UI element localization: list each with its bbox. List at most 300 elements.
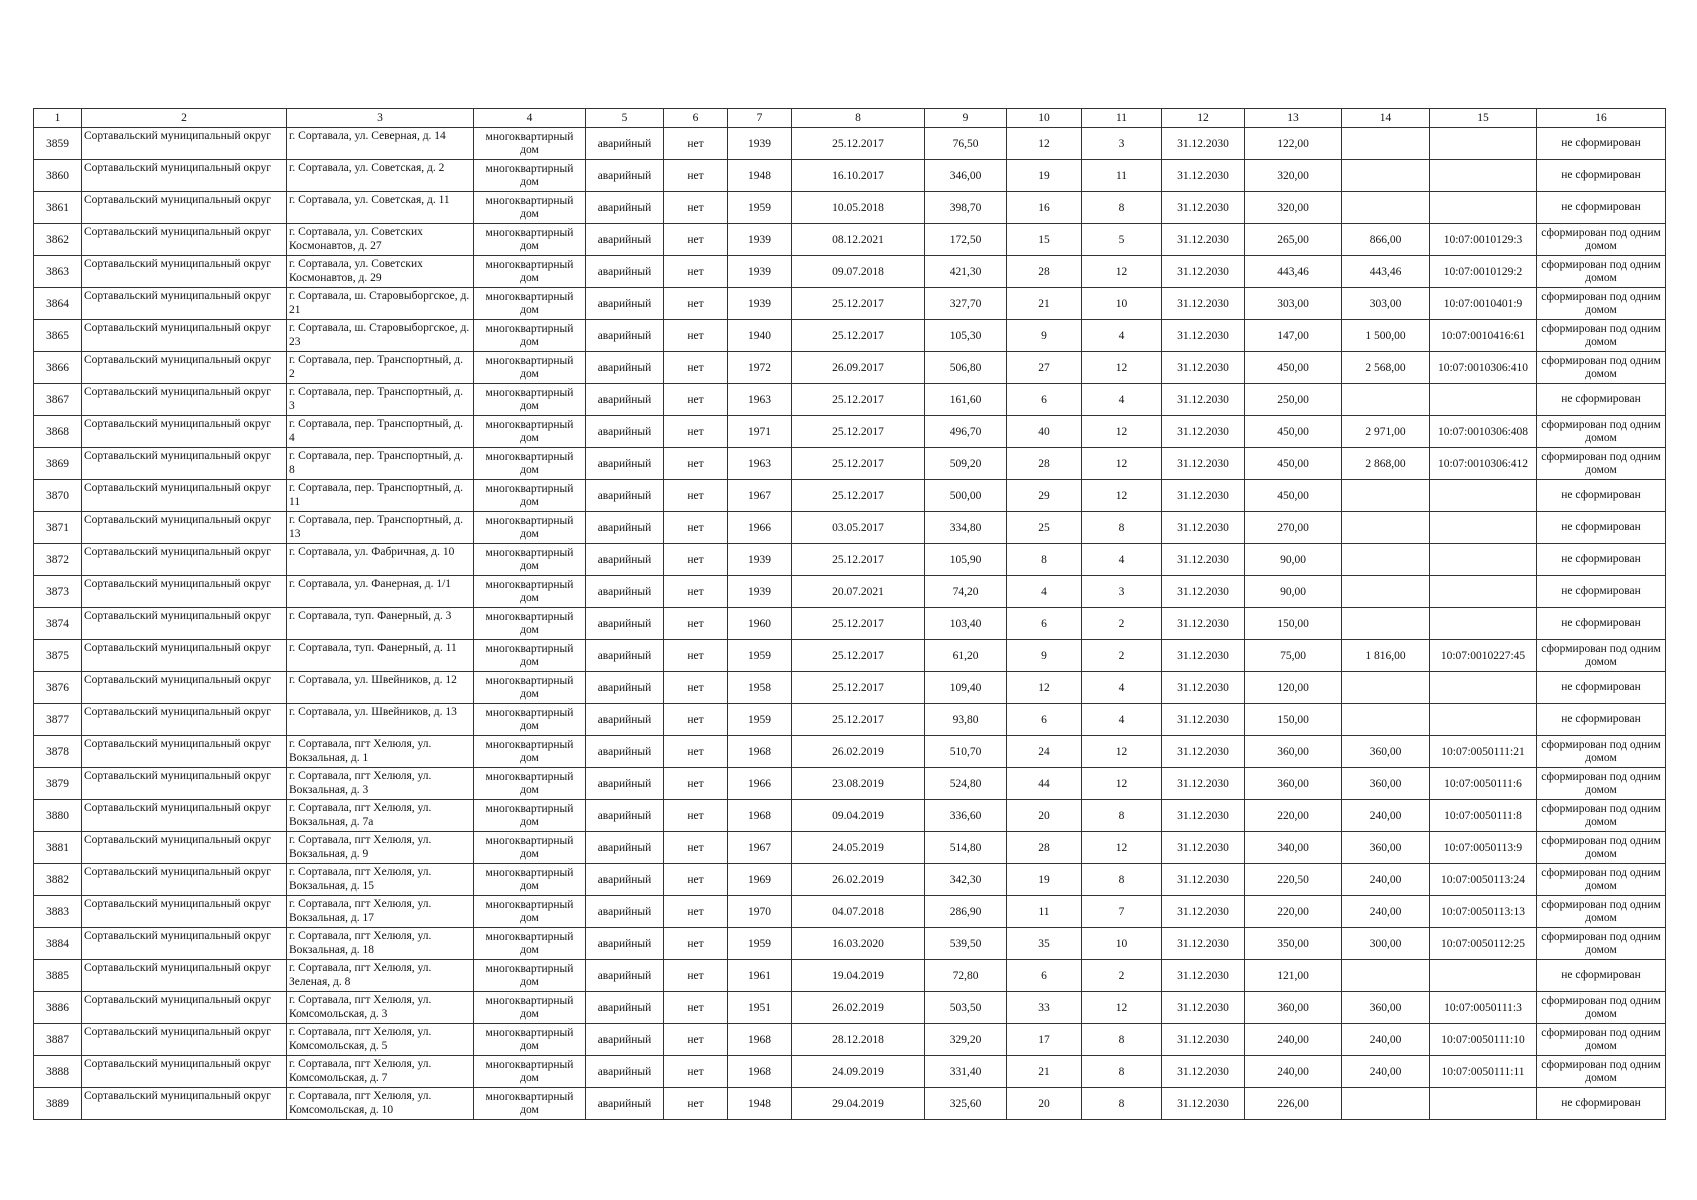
cell-area: 329,20 xyxy=(925,1024,1007,1056)
cell-date-recognized: 26.02.2019 xyxy=(792,992,925,1024)
cell-planned-area: 75,00 xyxy=(1245,640,1342,672)
cell-cadastral-number: 10:07:0050112:25 xyxy=(1430,928,1537,960)
cell-residents: 6 xyxy=(1007,384,1082,416)
cell-building-type: многоквартирный дом xyxy=(474,224,586,256)
cell-apartments: 8 xyxy=(1082,512,1162,544)
cell-flag: нет xyxy=(664,448,728,480)
cell-planned-area: 220,00 xyxy=(1245,800,1342,832)
cell-land-status: не сформирован xyxy=(1537,480,1666,512)
cell-planned-area: 360,00 xyxy=(1245,768,1342,800)
cell-condition: аварийный xyxy=(586,256,664,288)
cell-municipality: Сортавальский муниципальный округ xyxy=(82,416,287,448)
cell-area: 524,80 xyxy=(925,768,1007,800)
cell-cadastral-number xyxy=(1430,544,1537,576)
cell-building-type: многоквартирный дом xyxy=(474,288,586,320)
cell-municipality: Сортавальский муниципальный округ xyxy=(82,928,287,960)
cell-planned-area: 450,00 xyxy=(1245,352,1342,384)
table-row xyxy=(34,192,1666,224)
cell-condition: аварийный xyxy=(586,736,664,768)
cell-address: г. Сортавала, пгт Хелюля, ул. Комсомольская, д. 7 xyxy=(287,1056,474,1088)
cell-build-year: 1939 xyxy=(728,128,792,160)
cell-address: г. Сортавала, ш. Старовыборгское, д. 21 xyxy=(287,288,474,320)
table-row xyxy=(34,256,1666,288)
table-row xyxy=(34,768,1666,800)
cell-apartments: 3 xyxy=(1082,576,1162,608)
cell-row-number: 3864 xyxy=(34,288,82,320)
column-header: 6 xyxy=(664,109,728,128)
cell-municipality: Сортавальский муниципальный округ xyxy=(82,640,287,672)
cell-residents: 35 xyxy=(1007,928,1082,960)
cell-address: г. Сортавала, пер. Транспортный, д. 8 xyxy=(287,448,474,480)
cell-deadline: 31.12.2030 xyxy=(1162,160,1245,192)
cell-flag: нет xyxy=(664,160,728,192)
cell-municipality: Сортавальский муниципальный округ xyxy=(82,1088,287,1120)
cell-building-type: многоквартирный дом xyxy=(474,640,586,672)
cell-deadline: 31.12.2030 xyxy=(1162,1088,1245,1120)
cell-land-area xyxy=(1342,576,1430,608)
cell-build-year: 1958 xyxy=(728,672,792,704)
cell-planned-area: 150,00 xyxy=(1245,704,1342,736)
cell-address: г. Сортавала, ул. Фанерная, д. 1/1 xyxy=(287,576,474,608)
column-header: 7 xyxy=(728,109,792,128)
cell-area: 286,90 xyxy=(925,896,1007,928)
cell-residents: 4 xyxy=(1007,576,1082,608)
cell-deadline: 31.12.2030 xyxy=(1162,384,1245,416)
cell-municipality: Сортавальский муниципальный округ xyxy=(82,512,287,544)
cell-apartments: 4 xyxy=(1082,672,1162,704)
cell-condition: аварийный xyxy=(586,864,664,896)
cell-area: 72,80 xyxy=(925,960,1007,992)
cell-residents: 33 xyxy=(1007,992,1082,1024)
cell-area: 336,60 xyxy=(925,800,1007,832)
cell-date-recognized: 03.05.2017 xyxy=(792,512,925,544)
cell-condition: аварийный xyxy=(586,768,664,800)
cell-flag: нет xyxy=(664,320,728,352)
cell-row-number: 3860 xyxy=(34,160,82,192)
cell-land-status: сформирован под одним домом xyxy=(1537,320,1666,352)
registry-table xyxy=(33,108,1666,1120)
cell-build-year: 1939 xyxy=(728,224,792,256)
cell-build-year: 1966 xyxy=(728,768,792,800)
table-row xyxy=(34,1024,1666,1056)
cell-address: г. Сортавала, пгт Хелюля, ул. Вокзальная, д. 17 xyxy=(287,896,474,928)
cell-date-recognized: 28.12.2018 xyxy=(792,1024,925,1056)
cell-cadastral-number xyxy=(1430,608,1537,640)
table-row xyxy=(34,352,1666,384)
cell-municipality: Сортавальский муниципальный округ xyxy=(82,960,287,992)
cell-row-number: 3870 xyxy=(34,480,82,512)
cell-municipality: Сортавальский муниципальный округ xyxy=(82,672,287,704)
cell-residents: 9 xyxy=(1007,640,1082,672)
cell-land-status: не сформирован xyxy=(1537,544,1666,576)
cell-apartments: 12 xyxy=(1082,832,1162,864)
cell-cadastral-number xyxy=(1430,672,1537,704)
cell-address: г. Сортавала, ул. Советская, д. 11 xyxy=(287,192,474,224)
cell-flag: нет xyxy=(664,992,728,1024)
cell-condition: аварийный xyxy=(586,416,664,448)
cell-condition: аварийный xyxy=(586,832,664,864)
cell-deadline: 31.12.2030 xyxy=(1162,960,1245,992)
cell-area: 496,70 xyxy=(925,416,1007,448)
cell-date-recognized: 25.12.2017 xyxy=(792,448,925,480)
cell-row-number: 3867 xyxy=(34,384,82,416)
cell-land-area: 360,00 xyxy=(1342,832,1430,864)
cell-area: 331,40 xyxy=(925,1056,1007,1088)
table-row xyxy=(34,864,1666,896)
cell-building-type: многоквартирный дом xyxy=(474,128,586,160)
cell-deadline: 31.12.2030 xyxy=(1162,320,1245,352)
cell-land-status: сформирован под одним домом xyxy=(1537,224,1666,256)
cell-planned-area: 150,00 xyxy=(1245,608,1342,640)
cell-date-recognized: 25.12.2017 xyxy=(792,640,925,672)
cell-condition: аварийный xyxy=(586,1056,664,1088)
cell-date-recognized: 25.12.2017 xyxy=(792,416,925,448)
cell-apartments: 8 xyxy=(1082,192,1162,224)
cell-land-status: не сформирован xyxy=(1537,192,1666,224)
cell-row-number: 3861 xyxy=(34,192,82,224)
cell-cadastral-number: 10:07:0010129:2 xyxy=(1430,256,1537,288)
cell-deadline: 31.12.2030 xyxy=(1162,640,1245,672)
cell-build-year: 1939 xyxy=(728,288,792,320)
cell-planned-area: 340,00 xyxy=(1245,832,1342,864)
cell-residents: 6 xyxy=(1007,608,1082,640)
cell-flag: нет xyxy=(664,672,728,704)
cell-municipality: Сортавальский муниципальный округ xyxy=(82,128,287,160)
cell-building-type: многоквартирный дом xyxy=(474,1024,586,1056)
cell-area: 327,70 xyxy=(925,288,1007,320)
cell-land-status: не сформирован xyxy=(1537,384,1666,416)
cell-land-area: 360,00 xyxy=(1342,768,1430,800)
cell-deadline: 31.12.2030 xyxy=(1162,352,1245,384)
cell-planned-area: 226,00 xyxy=(1245,1088,1342,1120)
cell-apartments: 4 xyxy=(1082,320,1162,352)
cell-land-area: 303,00 xyxy=(1342,288,1430,320)
cell-building-type: многоквартирный дом xyxy=(474,672,586,704)
cell-planned-area: 450,00 xyxy=(1245,416,1342,448)
cell-address: г. Сортавала, пер. Транспортный, д. 13 xyxy=(287,512,474,544)
table-row xyxy=(34,160,1666,192)
cell-land-status: не сформирован xyxy=(1537,160,1666,192)
cell-deadline: 31.12.2030 xyxy=(1162,736,1245,768)
cell-planned-area: 90,00 xyxy=(1245,544,1342,576)
cell-row-number: 3886 xyxy=(34,992,82,1024)
column-header: 2 xyxy=(82,109,287,128)
cell-land-area xyxy=(1342,960,1430,992)
cell-land-status: не сформирован xyxy=(1537,672,1666,704)
cell-area: 346,00 xyxy=(925,160,1007,192)
cell-apartments: 12 xyxy=(1082,992,1162,1024)
cell-deadline: 31.12.2030 xyxy=(1162,928,1245,960)
cell-cadastral-number xyxy=(1430,128,1537,160)
cell-land-area: 240,00 xyxy=(1342,800,1430,832)
cell-flag: нет xyxy=(664,608,728,640)
cell-building-type: многоквартирный дом xyxy=(474,896,586,928)
cell-cadastral-number xyxy=(1430,512,1537,544)
cell-area: 500,00 xyxy=(925,480,1007,512)
cell-row-number: 3887 xyxy=(34,1024,82,1056)
cell-cadastral-number xyxy=(1430,384,1537,416)
cell-land-area xyxy=(1342,704,1430,736)
cell-row-number: 3874 xyxy=(34,608,82,640)
table-row xyxy=(34,480,1666,512)
cell-land-status: не сформирован xyxy=(1537,1088,1666,1120)
cell-residents: 29 xyxy=(1007,480,1082,512)
cell-building-type: многоквартирный дом xyxy=(474,576,586,608)
cell-flag: нет xyxy=(664,1088,728,1120)
column-header: 1 xyxy=(34,109,82,128)
cell-area: 325,60 xyxy=(925,1088,1007,1120)
cell-building-type: многоквартирный дом xyxy=(474,864,586,896)
cell-land-status: сформирован под одним домом xyxy=(1537,928,1666,960)
column-header: 5 xyxy=(586,109,664,128)
cell-land-area: 443,46 xyxy=(1342,256,1430,288)
cell-flag: нет xyxy=(664,928,728,960)
cell-address: г. Сортавала, пгт Хелюля, ул. Комсомольская, д. 10 xyxy=(287,1088,474,1120)
column-header: 4 xyxy=(474,109,586,128)
cell-municipality: Сортавальский муниципальный округ xyxy=(82,192,287,224)
column-number-row xyxy=(34,109,1666,128)
cell-date-recognized: 04.07.2018 xyxy=(792,896,925,928)
cell-land-area: 866,00 xyxy=(1342,224,1430,256)
cell-area: 105,90 xyxy=(925,544,1007,576)
cell-land-area xyxy=(1342,480,1430,512)
cell-municipality: Сортавальский муниципальный округ xyxy=(82,256,287,288)
cell-date-recognized: 09.07.2018 xyxy=(792,256,925,288)
cell-land-area xyxy=(1342,128,1430,160)
cell-municipality: Сортавальский муниципальный округ xyxy=(82,1056,287,1088)
cell-planned-area: 270,00 xyxy=(1245,512,1342,544)
cell-build-year: 1971 xyxy=(728,416,792,448)
cell-flag: нет xyxy=(664,128,728,160)
cell-cadastral-number xyxy=(1430,480,1537,512)
cell-condition: аварийный xyxy=(586,1024,664,1056)
cell-date-recognized: 25.12.2017 xyxy=(792,480,925,512)
cell-apartments: 12 xyxy=(1082,352,1162,384)
cell-cadastral-number xyxy=(1430,960,1537,992)
cell-address: г. Сортавала, пер. Транспортный, д. 11 xyxy=(287,480,474,512)
cell-date-recognized: 25.12.2017 xyxy=(792,704,925,736)
cell-address: г. Сортавала, пгт Хелюля, ул. Комсомольская, д. 3 xyxy=(287,992,474,1024)
cell-build-year: 1948 xyxy=(728,1088,792,1120)
cell-planned-area: 450,00 xyxy=(1245,480,1342,512)
cell-deadline: 31.12.2030 xyxy=(1162,448,1245,480)
cell-deadline: 31.12.2030 xyxy=(1162,1024,1245,1056)
cell-building-type: многоквартирный дом xyxy=(474,512,586,544)
cell-residents: 19 xyxy=(1007,160,1082,192)
cell-flag: нет xyxy=(664,864,728,896)
cell-building-type: многоквартирный дом xyxy=(474,384,586,416)
cell-row-number: 3862 xyxy=(34,224,82,256)
cell-address: г. Сортавала, туп. Фанерный, д. 3 xyxy=(287,608,474,640)
cell-build-year: 1948 xyxy=(728,160,792,192)
cell-land-status: сформирован под одним домом xyxy=(1537,416,1666,448)
cell-row-number: 3859 xyxy=(34,128,82,160)
cell-residents: 28 xyxy=(1007,256,1082,288)
cell-residents: 6 xyxy=(1007,960,1082,992)
cell-apartments: 4 xyxy=(1082,384,1162,416)
cell-building-type: многоквартирный дом xyxy=(474,832,586,864)
cell-residents: 44 xyxy=(1007,768,1082,800)
cell-planned-area: 303,00 xyxy=(1245,288,1342,320)
cell-land-area xyxy=(1342,192,1430,224)
cell-deadline: 31.12.2030 xyxy=(1162,256,1245,288)
cell-condition: аварийный xyxy=(586,320,664,352)
cell-date-recognized: 09.04.2019 xyxy=(792,800,925,832)
cell-row-number: 3876 xyxy=(34,672,82,704)
cell-building-type: многоквартирный дом xyxy=(474,352,586,384)
cell-municipality: Сортавальский муниципальный округ xyxy=(82,576,287,608)
cell-building-type: многоквартирный дом xyxy=(474,992,586,1024)
cell-row-number: 3866 xyxy=(34,352,82,384)
cell-area: 74,20 xyxy=(925,576,1007,608)
cell-build-year: 1959 xyxy=(728,640,792,672)
cell-municipality: Сортавальский муниципальный округ xyxy=(82,288,287,320)
cell-planned-area: 320,00 xyxy=(1245,192,1342,224)
cell-flag: нет xyxy=(664,640,728,672)
cell-cadastral-number: 10:07:0050113:24 xyxy=(1430,864,1537,896)
cell-building-type: многоквартирный дом xyxy=(474,160,586,192)
cell-land-area xyxy=(1342,672,1430,704)
cell-address: г. Сортавала, ш. Старовыборгское, д. 23 xyxy=(287,320,474,352)
cell-address: г. Сортавала, пгт Хелюля, ул. Вокзальная, д. 3 xyxy=(287,768,474,800)
cell-deadline: 31.12.2030 xyxy=(1162,864,1245,896)
cell-residents: 17 xyxy=(1007,1024,1082,1056)
cell-planned-area: 320,00 xyxy=(1245,160,1342,192)
cell-land-area: 1 500,00 xyxy=(1342,320,1430,352)
cell-land-area: 2 971,00 xyxy=(1342,416,1430,448)
cell-apartments: 12 xyxy=(1082,448,1162,480)
cell-build-year: 1939 xyxy=(728,544,792,576)
cell-address: г. Сортавала, пер. Транспортный, д. 4 xyxy=(287,416,474,448)
cell-flag: нет xyxy=(664,544,728,576)
cell-municipality: Сортавальский муниципальный округ xyxy=(82,480,287,512)
cell-planned-area: 121,00 xyxy=(1245,960,1342,992)
cell-date-recognized: 25.12.2017 xyxy=(792,544,925,576)
cell-apartments: 5 xyxy=(1082,224,1162,256)
cell-condition: аварийный xyxy=(586,544,664,576)
cell-deadline: 31.12.2030 xyxy=(1162,800,1245,832)
cell-area: 509,20 xyxy=(925,448,1007,480)
cell-address: г. Сортавала, пгт Хелюля, ул. Вокзальная, д. 15 xyxy=(287,864,474,896)
cell-apartments: 2 xyxy=(1082,608,1162,640)
cell-flag: нет xyxy=(664,192,728,224)
cell-deadline: 31.12.2030 xyxy=(1162,768,1245,800)
cell-municipality: Сортавальский муниципальный округ xyxy=(82,544,287,576)
cell-residents: 25 xyxy=(1007,512,1082,544)
cell-row-number: 3883 xyxy=(34,896,82,928)
cell-area: 514,80 xyxy=(925,832,1007,864)
cell-deadline: 31.12.2030 xyxy=(1162,992,1245,1024)
cell-apartments: 4 xyxy=(1082,704,1162,736)
cell-municipality: Сортавальский муниципальный округ xyxy=(82,992,287,1024)
cell-planned-area: 450,00 xyxy=(1245,448,1342,480)
table-row xyxy=(34,1088,1666,1120)
cell-residents: 15 xyxy=(1007,224,1082,256)
cell-address: г. Сортавала, ул. Фабричная, д. 10 xyxy=(287,544,474,576)
cell-land-area: 240,00 xyxy=(1342,864,1430,896)
cell-build-year: 1968 xyxy=(728,1056,792,1088)
cell-land-status: сформирован под одним домом xyxy=(1537,992,1666,1024)
cell-municipality: Сортавальский муниципальный округ xyxy=(82,608,287,640)
table-row xyxy=(34,992,1666,1024)
cell-municipality: Сортавальский муниципальный округ xyxy=(82,352,287,384)
cell-flag: нет xyxy=(664,224,728,256)
cell-flag: нет xyxy=(664,1024,728,1056)
cell-apartments: 8 xyxy=(1082,1024,1162,1056)
cell-build-year: 1939 xyxy=(728,256,792,288)
cell-condition: аварийный xyxy=(586,576,664,608)
cell-row-number: 3868 xyxy=(34,416,82,448)
cell-land-area xyxy=(1342,160,1430,192)
cell-residents: 28 xyxy=(1007,832,1082,864)
cell-flag: нет xyxy=(664,352,728,384)
cell-cadastral-number: 10:07:0050111:21 xyxy=(1430,736,1537,768)
cell-land-area xyxy=(1342,608,1430,640)
cell-residents: 24 xyxy=(1007,736,1082,768)
cell-date-recognized: 26.02.2019 xyxy=(792,864,925,896)
cell-building-type: многоквартирный дом xyxy=(474,704,586,736)
cell-deadline: 31.12.2030 xyxy=(1162,704,1245,736)
cell-cadastral-number: 10:07:0050113:13 xyxy=(1430,896,1537,928)
cell-build-year: 1959 xyxy=(728,928,792,960)
cell-municipality: Сортавальский муниципальный округ xyxy=(82,1024,287,1056)
cell-row-number: 3865 xyxy=(34,320,82,352)
cell-row-number: 3881 xyxy=(34,832,82,864)
cell-municipality: Сортавальский муниципальный округ xyxy=(82,224,287,256)
cell-date-recognized: 10.05.2018 xyxy=(792,192,925,224)
cell-condition: аварийный xyxy=(586,384,664,416)
cell-flag: нет xyxy=(664,480,728,512)
cell-building-type: многоквартирный дом xyxy=(474,1056,586,1088)
cell-build-year: 1940 xyxy=(728,320,792,352)
cell-land-status: не сформирован xyxy=(1537,704,1666,736)
cell-row-number: 3882 xyxy=(34,864,82,896)
column-header: 10 xyxy=(1007,109,1082,128)
cell-deadline: 31.12.2030 xyxy=(1162,480,1245,512)
cell-planned-area: 240,00 xyxy=(1245,1056,1342,1088)
column-header: 16 xyxy=(1537,109,1666,128)
cell-land-status: сформирован под одним домом xyxy=(1537,352,1666,384)
cell-flag: нет xyxy=(664,256,728,288)
table-row xyxy=(34,224,1666,256)
cell-build-year: 1972 xyxy=(728,352,792,384)
cell-condition: аварийный xyxy=(586,160,664,192)
cell-date-recognized: 25.12.2017 xyxy=(792,288,925,320)
cell-building-type: многоквартирный дом xyxy=(474,480,586,512)
cell-deadline: 31.12.2030 xyxy=(1162,416,1245,448)
cell-residents: 11 xyxy=(1007,896,1082,928)
cell-building-type: многоквартирный дом xyxy=(474,1088,586,1120)
cell-cadastral-number: 10:07:0010129:3 xyxy=(1430,224,1537,256)
cell-build-year: 1968 xyxy=(728,736,792,768)
cell-land-status: сформирован под одним домом xyxy=(1537,288,1666,320)
cell-deadline: 31.12.2030 xyxy=(1162,128,1245,160)
cell-apartments: 2 xyxy=(1082,960,1162,992)
cell-date-recognized: 24.05.2019 xyxy=(792,832,925,864)
cell-apartments: 2 xyxy=(1082,640,1162,672)
cell-build-year: 1960 xyxy=(728,608,792,640)
cell-cadastral-number: 10:07:0050111:11 xyxy=(1430,1056,1537,1088)
cell-build-year: 1939 xyxy=(728,576,792,608)
cell-condition: аварийный xyxy=(586,288,664,320)
cell-building-type: многоквартирный дом xyxy=(474,768,586,800)
cell-date-recognized: 29.04.2019 xyxy=(792,1088,925,1120)
cell-row-number: 3863 xyxy=(34,256,82,288)
table-row xyxy=(34,736,1666,768)
cell-land-status: сформирован под одним домом xyxy=(1537,1056,1666,1088)
cell-build-year: 1970 xyxy=(728,896,792,928)
cell-row-number: 3877 xyxy=(34,704,82,736)
